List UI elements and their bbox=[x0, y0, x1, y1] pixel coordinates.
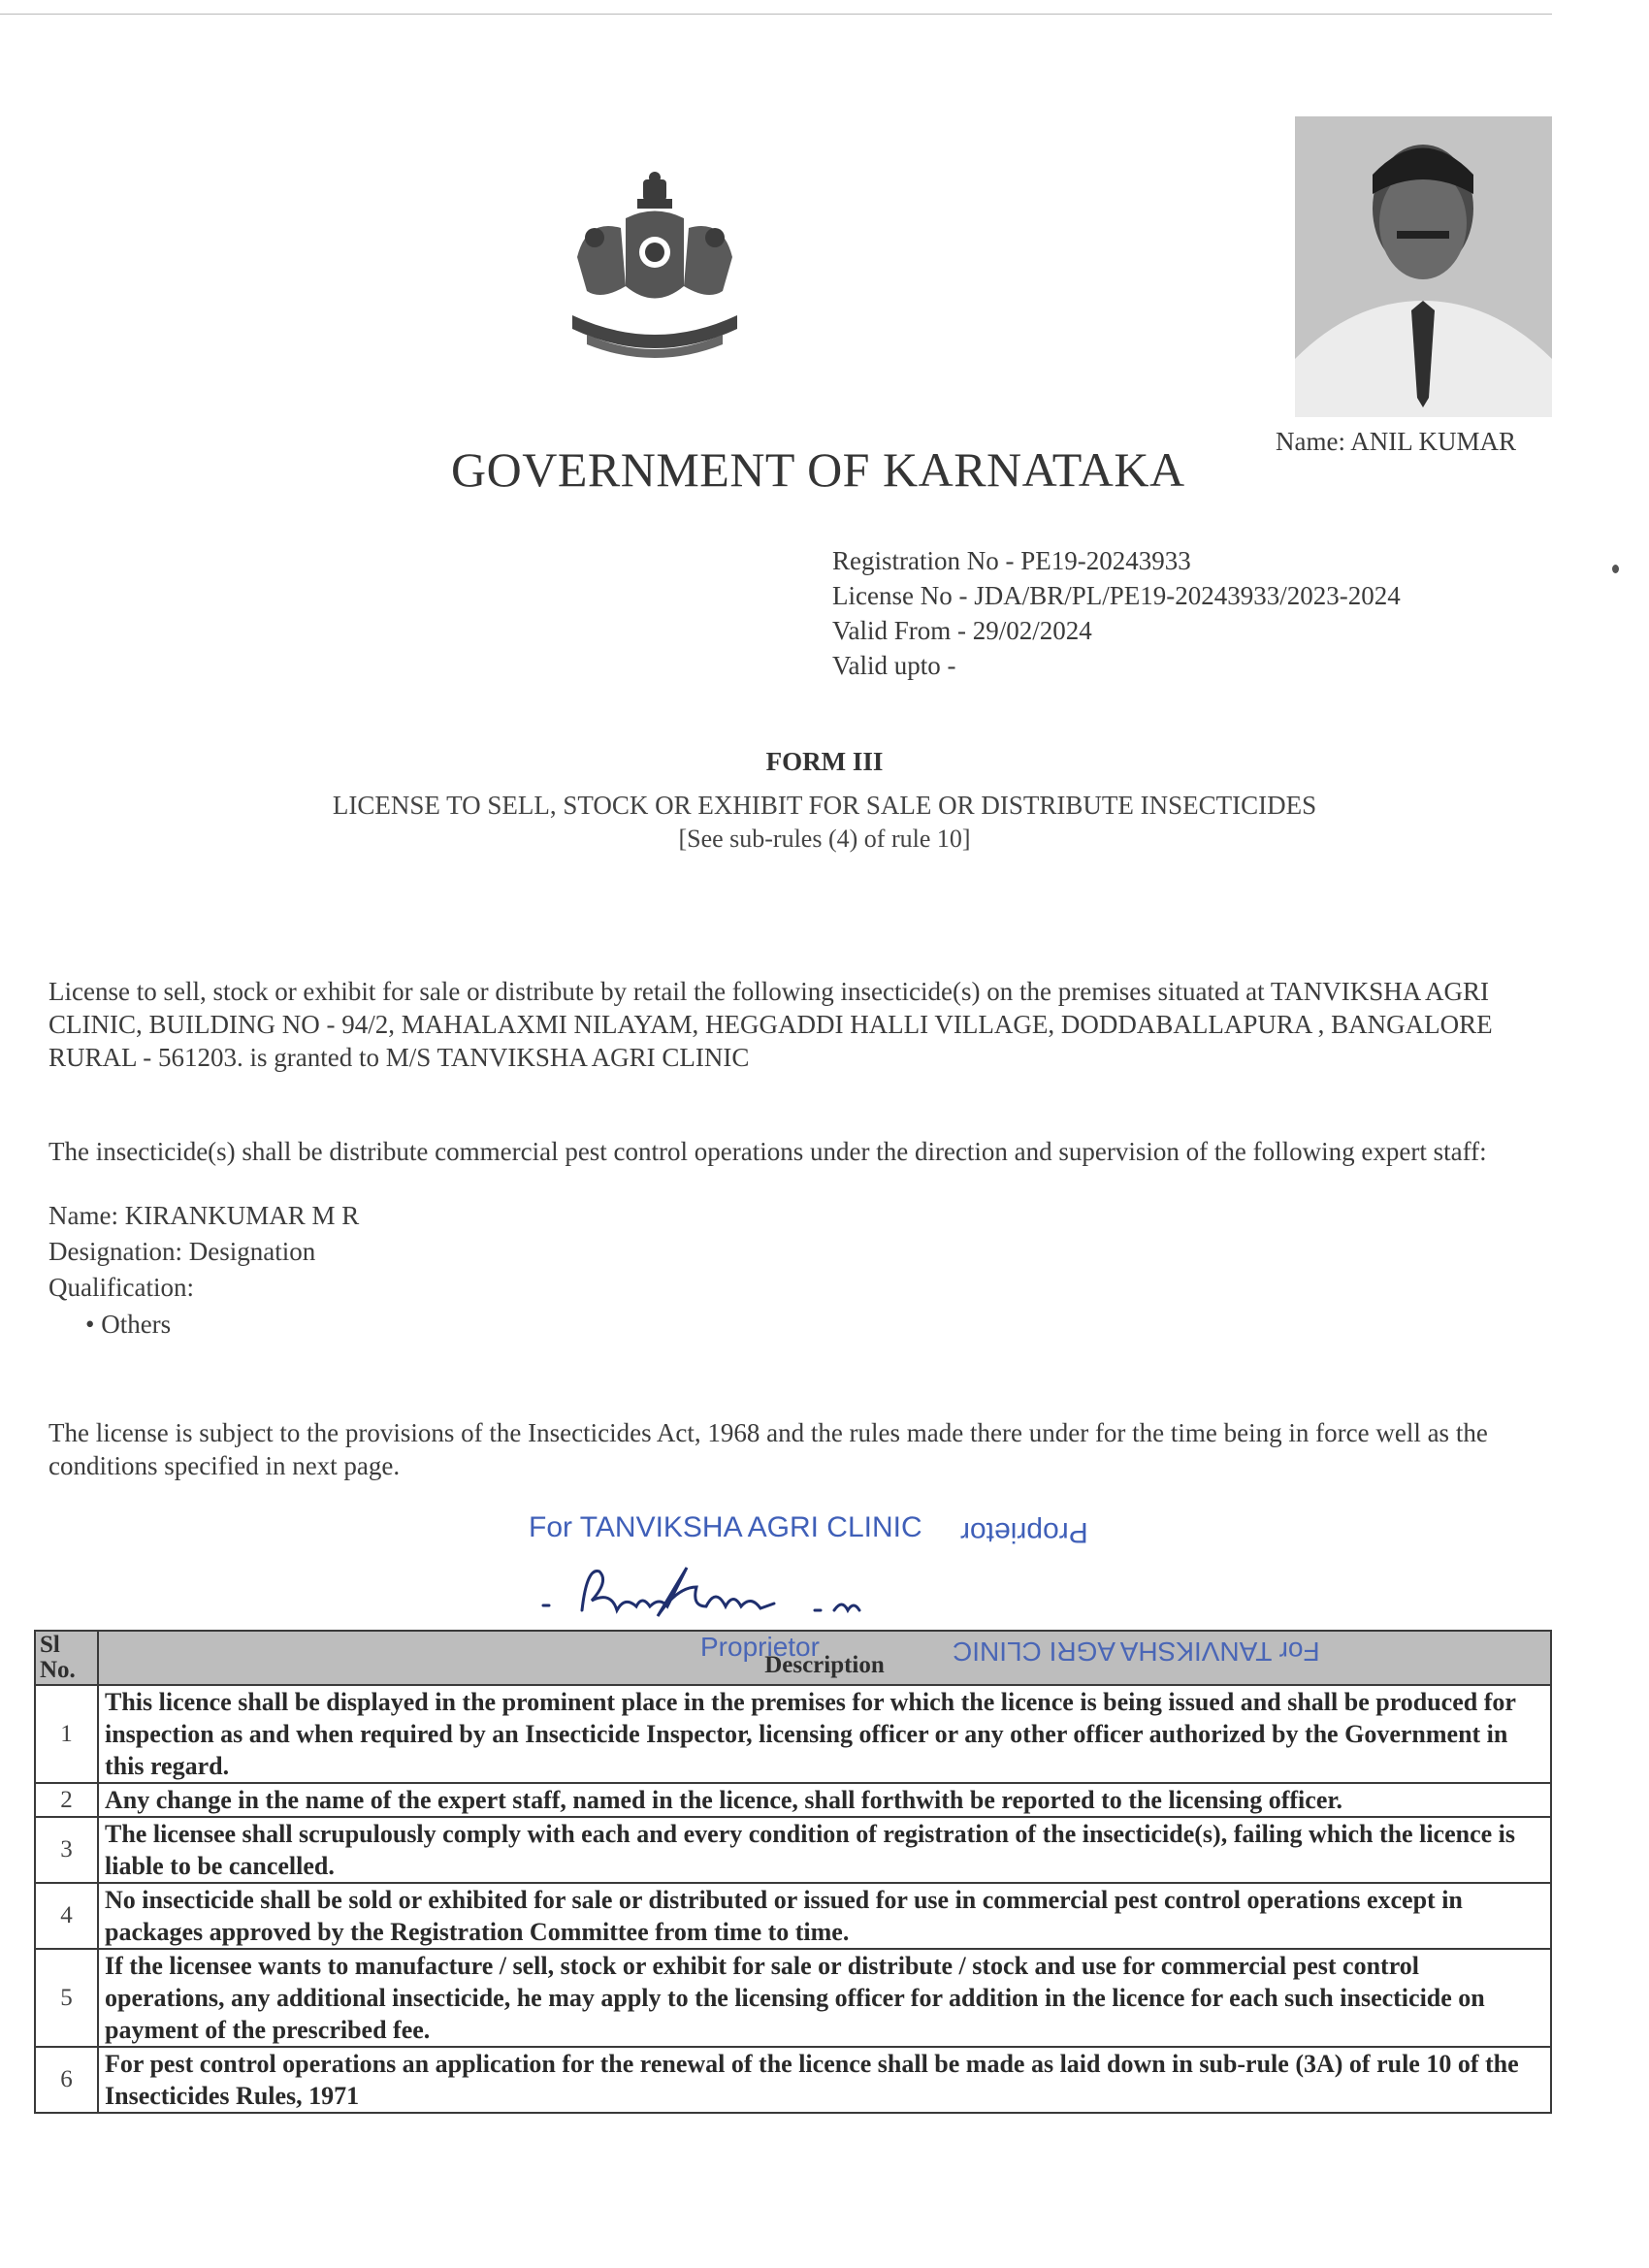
table-row bbox=[35, 1817, 1551, 1883]
government-title: GOVERNMENT OF KARNATAKA bbox=[451, 442, 1185, 497]
registration-details bbox=[832, 543, 1401, 683]
table-cell-description: The licensee shall scrupulously comply with each and every condition of registration of the insecticide(s), failing which the licence is liable to be cancelled. bbox=[98, 1817, 1551, 1883]
header-stamp-for-clinic-mirrored: For TANVIKSHA AGRI CLINIC bbox=[953, 1636, 1320, 1667]
signature-icon bbox=[524, 1552, 912, 1630]
expert-staff-details bbox=[48, 1198, 359, 1306]
stamp-for-clinic: For TANVIKSHA AGRI CLINIC bbox=[529, 1511, 922, 1543]
table-cell-description: This licence shall be displayed in the prominent place in the premises for which the licence is being issued and shall be produced for inspection as and when required by an Insecticide Inspector, licensing officer or any other officer authorized by the Government in this regard. bbox=[98, 1685, 1551, 1783]
table-cell-sl: 4 bbox=[35, 1883, 98, 1949]
table-header-row bbox=[35, 1631, 1551, 1685]
person-photo-icon bbox=[1295, 116, 1552, 417]
table-cell-sl: 2 bbox=[35, 1783, 98, 1817]
table-row bbox=[35, 2047, 1551, 2113]
form-reference: [See sub-rules (4) of rule 10] bbox=[678, 825, 971, 853]
expert-qualification-label: Qualification: bbox=[48, 1273, 194, 1302]
table-cell-description: No insecticide shall be sold or exhibited for sale or distributed or issued for use in commercial pest control operations except in packages approved by the Registration Committee from time to time. bbox=[98, 1883, 1551, 1949]
table-cell-sl: 5 bbox=[35, 1949, 98, 2047]
premises-paragraph: License to sell, stock or exhibit for sale or distribute by retail the following insecticide(s) on the premises situated at TANVIKSHA AGRI CLINIC, BUILDING NO - 94/2, MAHALAXMI NILAYAM, HEGGADDI HALLI VILLAGE, DODDABALLAPURA , BANGALORE RURAL - 561203. is granted to M/S TANVIKSHA AGRI CLINIC bbox=[48, 977, 1493, 1072]
table-row bbox=[35, 1949, 1551, 2047]
photo-name-caption: Name: ANIL KUMAR bbox=[1276, 427, 1516, 456]
form-subtitle: LICENSE TO SELL, STOCK OR EXHIBIT FOR SALE OR DISTRIBUTE INSECTICIDES bbox=[332, 791, 1317, 820]
expert-name: Name: KIRANKUMAR M R bbox=[48, 1201, 360, 1230]
form-title: FORM III bbox=[765, 747, 884, 776]
table-row bbox=[35, 1783, 1551, 1817]
header-stamp-proprietor: Proprietor bbox=[700, 1632, 820, 1662]
stamp-proprietor-mirrored: Proprietor bbox=[960, 1516, 1088, 1548]
karnataka-emblem-icon bbox=[558, 170, 752, 369]
table-cell-sl: 1 bbox=[35, 1685, 98, 1783]
valid-from: Valid From - 29/02/2024 bbox=[832, 616, 1092, 645]
table-cell-sl: 6 bbox=[35, 2047, 98, 2113]
expert-designation: Designation: Designation bbox=[48, 1237, 316, 1266]
license-number: License No - JDA/BR/PL/PE19-20243933/2023-2024 bbox=[832, 581, 1401, 610]
registration-number: Registration No - PE19-20243933 bbox=[832, 546, 1191, 575]
provisions-paragraph: The license is subject to the provisions of the Insecticides Act, 1968 and the rules made there under for the time being in force well as the conditions specified in next page. bbox=[48, 1418, 1488, 1480]
table-cell-description: If the licensee wants to manufacture / sell, stock or exhibit for sale or distribute / stock and use for commercial pest control operations, any additional insecticide, he may apply to the licensing officer for addition in the licence for each such insecticide on payment of the prescribed fee. bbox=[98, 1949, 1551, 2047]
table-cell-description: For pest control operations an application for the renewal of the licence shall be made as laid down in sub-rule (3A) of rule 10 of the Insecticides Rules, 1971 bbox=[98, 2047, 1551, 2113]
table-cell-description: Any change in the name of the expert staff, named in the licence, shall forthwith be reported to the licensing officer. bbox=[98, 1783, 1551, 1817]
column-header-description bbox=[98, 1631, 1551, 1685]
column-header-description-label: Description bbox=[764, 1652, 885, 1678]
scan-speck bbox=[1612, 565, 1619, 573]
table-cell-sl: 3 bbox=[35, 1817, 98, 1883]
conditions-table bbox=[34, 1630, 1552, 2114]
top-rule bbox=[0, 14, 1552, 15]
table-row bbox=[35, 1883, 1551, 1949]
table-row bbox=[35, 1685, 1551, 1783]
qualification-list-item bbox=[85, 1310, 171, 1340]
column-header-sl: Sl No. bbox=[35, 1631, 98, 1685]
applicant-photo bbox=[1295, 116, 1552, 417]
supervision-paragraph: The insecticide(s) shall be distribute commercial pest control operations under the direction and supervision of the following expert staff: bbox=[48, 1137, 1487, 1166]
valid-upto: Valid upto - bbox=[832, 651, 956, 680]
bullet-icon: • bbox=[85, 1310, 102, 1339]
qualification-text: Others bbox=[101, 1310, 172, 1339]
